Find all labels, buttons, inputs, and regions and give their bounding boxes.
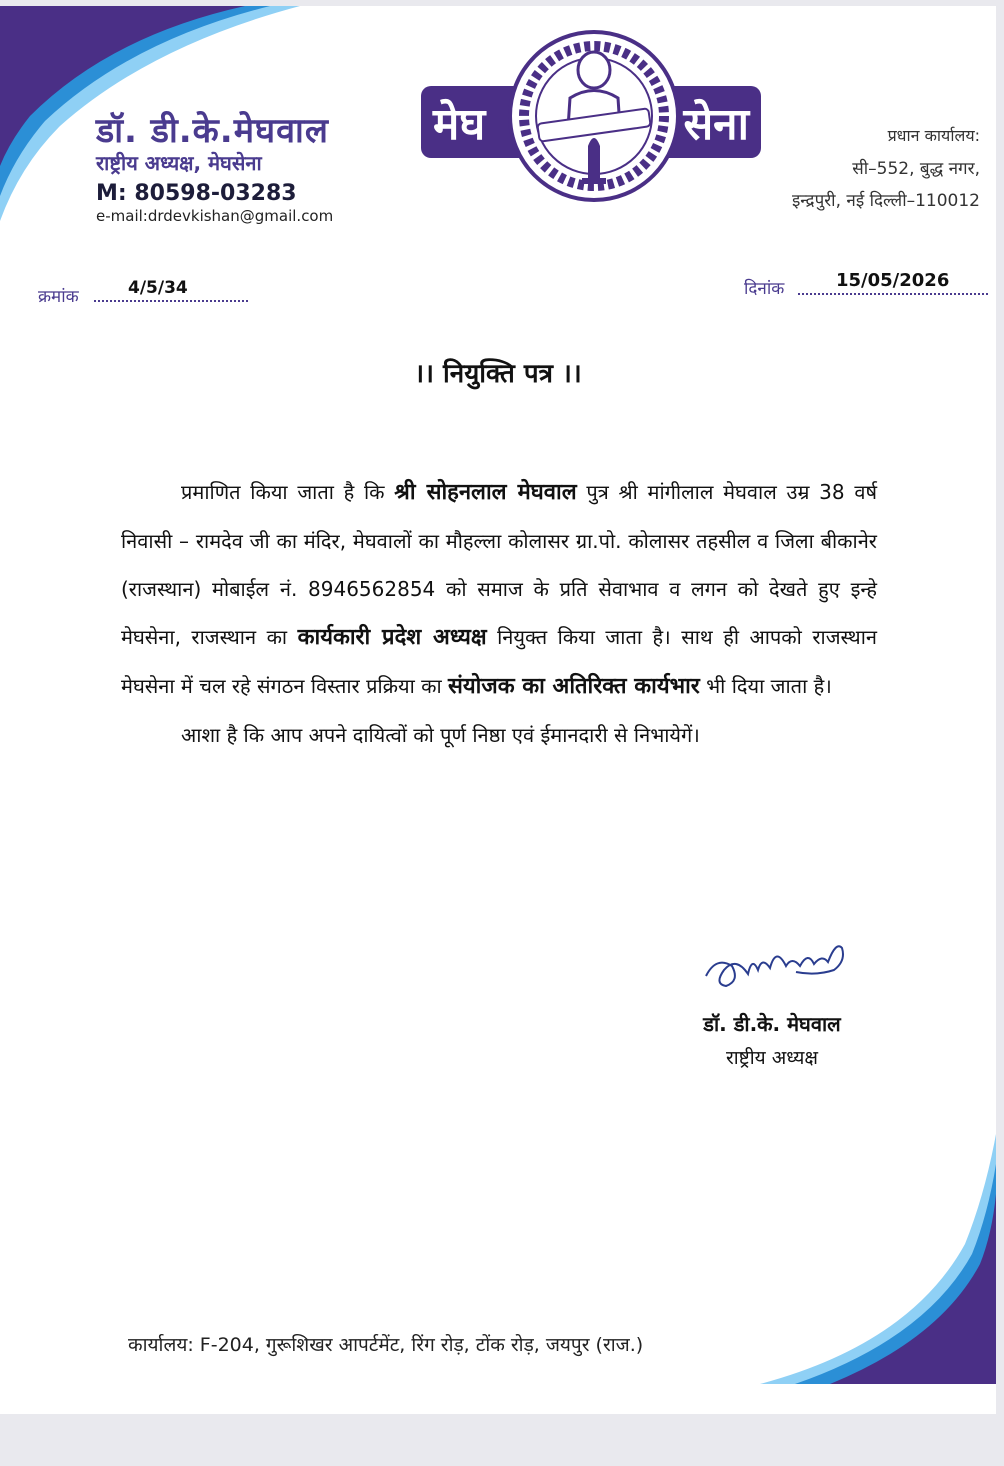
logo-left-text: मेघ [433, 99, 486, 150]
signatory-designation: राष्ट्रीय अध्यक्ष [725, 1047, 819, 1069]
appointee-name: श्री सोहनलाल मेघवाल [394, 480, 577, 505]
body-text: नियुक्त किया जाता है। साथ ही आपको राजस्थान मेघसेना में चल रहे संगठन विस्तार प्रक्रिया का [121, 625, 877, 698]
logo-right-text: सेना [683, 99, 749, 150]
additional-charge: संयोजक का अतिरिक्त कार्यभार [448, 674, 700, 699]
date-label: दिनांक [744, 279, 785, 299]
sender-email: e-mail:drdevkishan@gmail.com [96, 207, 334, 225]
head-office-heading: प्रधान कार्यालय: [887, 126, 980, 145]
appointed-post: कार्यकारी प्रदेश अध्यक्ष [297, 625, 487, 650]
handwritten-signature [696, 926, 856, 998]
bottom-right-swoosh [760, 1134, 996, 1384]
sender-designation: राष्ट्रीय अध्यक्ष, मेघसेना [96, 151, 262, 175]
date-value: 15/05/2026 [836, 270, 950, 291]
head-office-line2: इन्द्रपुरी, नई दिल्ली–110012 [791, 191, 980, 211]
letterhead-page [0, 6, 996, 1414]
head-office-line1: सी–552, बुद्ध नगर, [852, 159, 980, 179]
letter-title: ।। नियुक्ति पत्र ।। [414, 359, 582, 389]
sender-mobile: M: 80598-03283 [96, 181, 297, 206]
letter-body [121, 468, 877, 759]
body-paragraph-2: आशा है कि आप अपने दायित्वों को पूर्ण निष्ठा एवं ईमानदारी से निभायेगें। [181, 723, 700, 747]
reference-number: 4/5/34 [128, 278, 188, 298]
body-text: प्रमाणित किया जाता है कि [181, 480, 395, 504]
sender-name: डॉ. डी.के.मेघवाल [96, 111, 329, 151]
body-text: भी दिया जाता है। [699, 674, 832, 698]
office-address-footer: कार्यालय: F-204, गुरूशिखर आपर्टमेंट, रिंग रोड़, टोंक रोड़, जयपुर (राज.) [128, 1334, 644, 1356]
signatory-name: डॉ. डी.के. मेघवाल [703, 1012, 841, 1036]
meghsena-emblem [508, 28, 680, 204]
body-paragraph-1 [121, 468, 877, 711]
body-text: पुत्र श्री मांगीलाल मेघवाल उम्र 38 वर्ष निवासी – रामदेव जी का मंदिर, मेघवालों का मौहल्ला कोलासर ग्रा.पो. कोलासर तहसील व जिला बीकानेर (राजस्थान) मोबाईल नं. 8946562854 को समाज के प्रति सेवाभाव व लगन को देखते हुए इन्हे मेघसेना, राजस्थान का [121, 480, 877, 649]
reference-label: क्रमांक [38, 287, 79, 307]
